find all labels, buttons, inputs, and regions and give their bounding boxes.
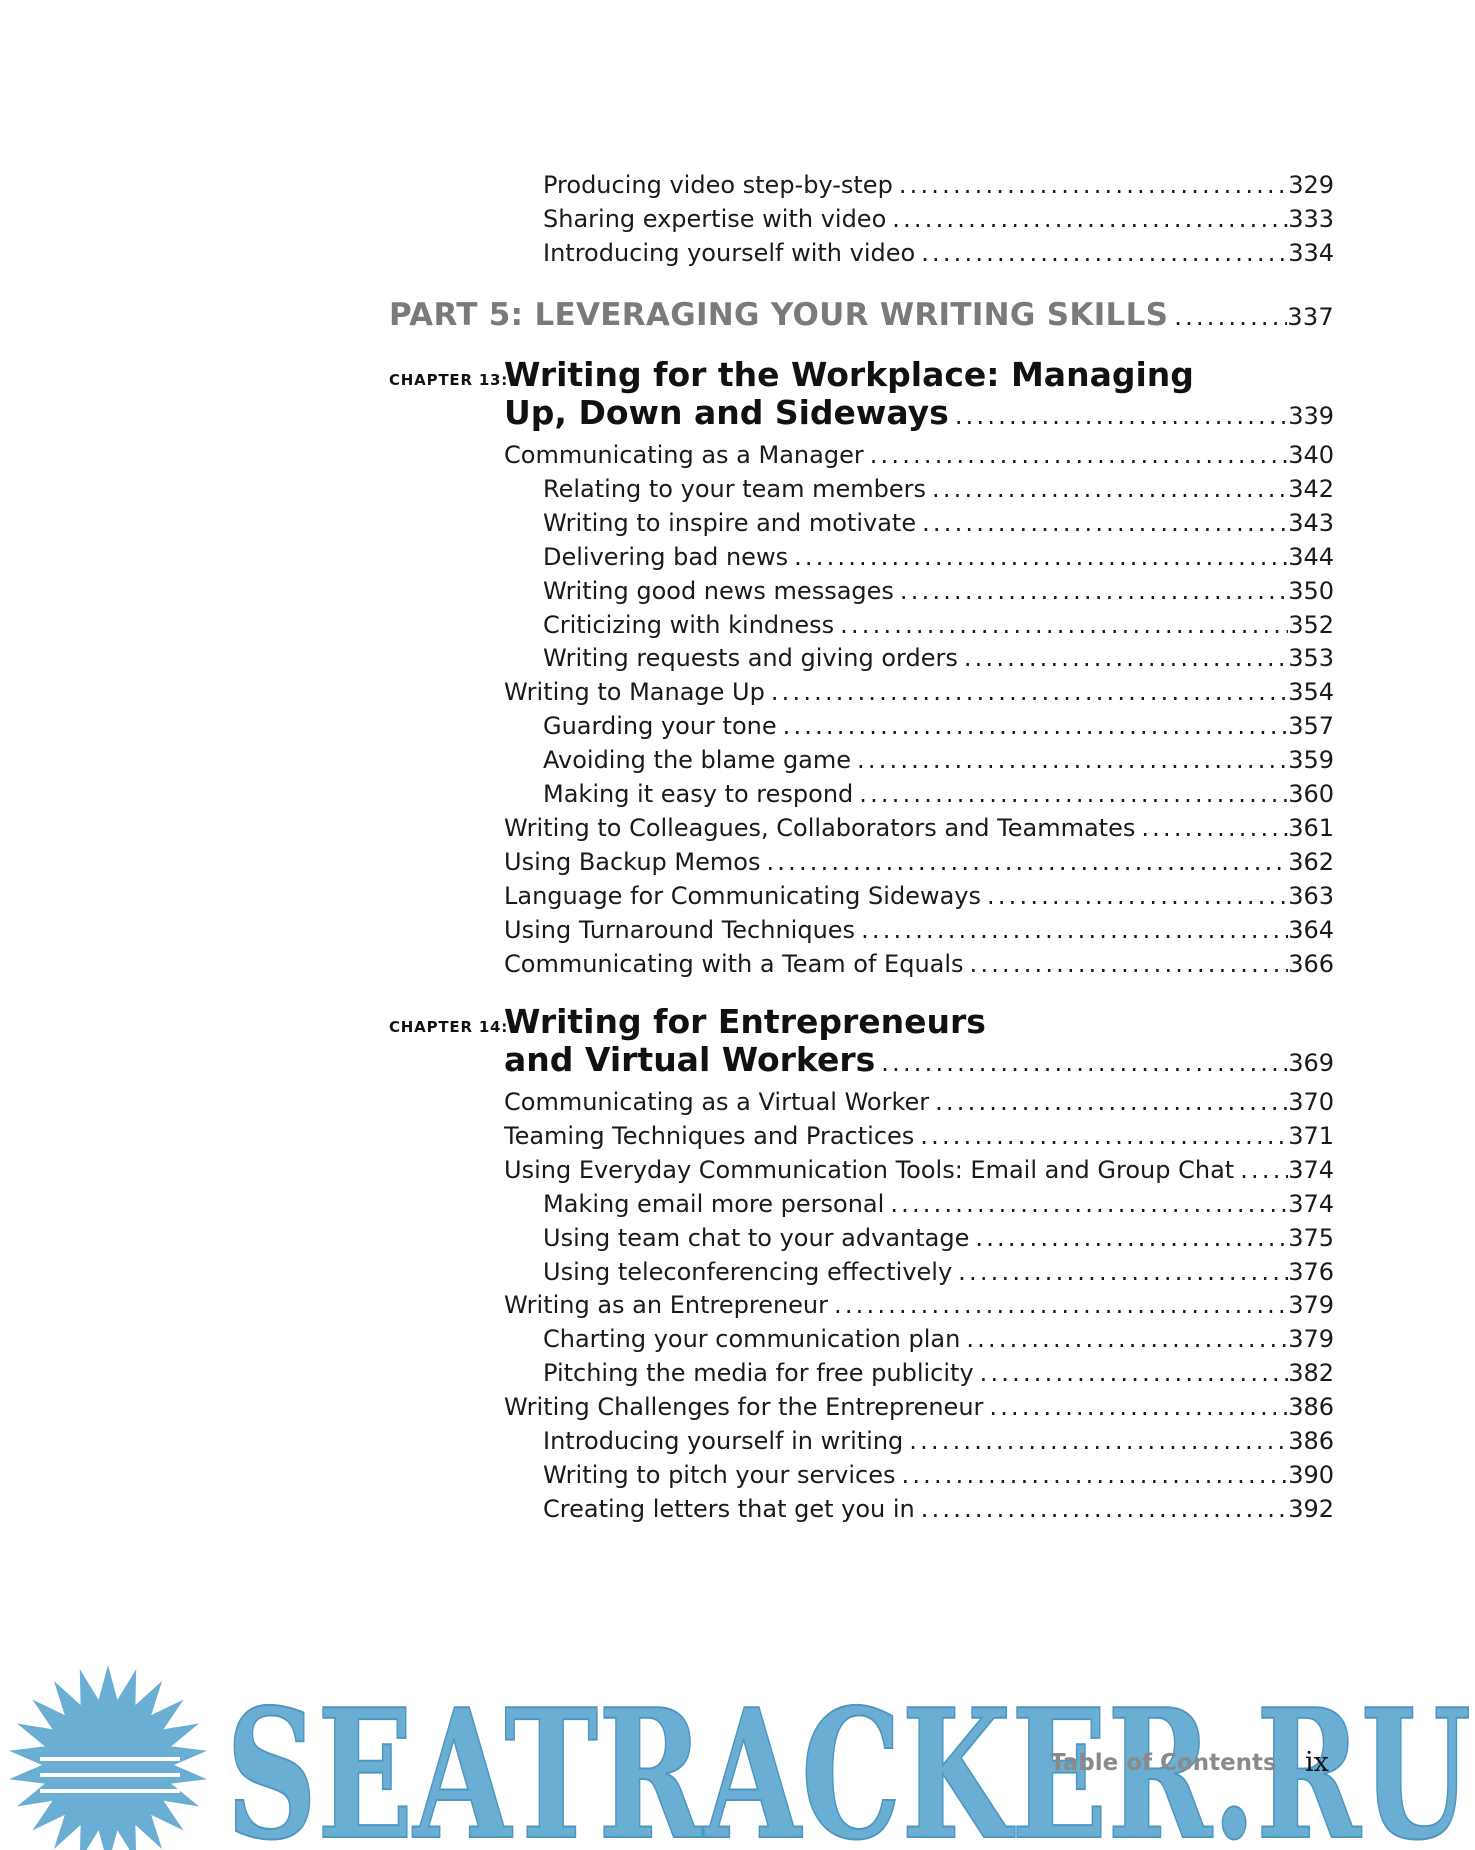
entry-title: Communicating as a Manager [504,441,864,469]
toc-entry[interactable] [543,1358,1334,1388]
entry-page: 374 [1288,1155,1334,1184]
toc-entry[interactable] [543,238,1334,268]
chapter-title-line2: Up, Down and Sideways [504,393,949,432]
entry-title: Writing Challenges for the Entrepreneur [504,1393,984,1422]
toc-entry[interactable] [543,508,1334,538]
entry-title: Using teleconferencing effectively [543,1257,953,1286]
dot-leader [760,847,1288,877]
dot-leader [1135,813,1288,843]
entry-title: Introducing yourself in writing [543,1427,904,1455]
entry-title: Writing to Manage Up [504,678,765,707]
entry-title: Writing to inspire and motivate [543,508,917,537]
entry-page: 340 [1288,441,1334,469]
toc-entry[interactable] [543,1324,1334,1354]
chapter-title-line1[interactable]: Writing for Entrepreneurs [504,1002,986,1041]
dot-leader [916,508,1288,538]
part-page: 337 [1287,303,1334,331]
toc-entry[interactable] [504,813,1334,843]
chapter-label: CHAPTER 13: [389,371,509,389]
entry-page: 363 [1288,881,1334,910]
toc-entry[interactable] [504,1155,1334,1185]
entry-page: 353 [1288,644,1334,673]
toc-entry[interactable] [543,779,1334,809]
entry-page: 357 [1288,712,1334,741]
entry-title: Communicating with a Team of Equals [504,949,964,978]
entry-page: 352 [1288,610,1334,639]
toc-entry[interactable] [504,949,1334,979]
toc-entry[interactable] [543,1426,1334,1456]
footer-section-title: Table of Contents [1050,1750,1277,1776]
chapter-label: CHAPTER 14: [389,1018,509,1036]
entry-page: 342 [1288,474,1334,503]
entry-page: 374 [1288,1189,1334,1218]
sunburst-icon [9,1665,207,1850]
dot-leader [828,1290,1288,1320]
entry-title: Avoiding the blame game [543,746,852,775]
entry-title: Criticizing with kindness [543,610,835,639]
entry-page: 329 [1288,171,1334,199]
entry-title: Guarding your tone [543,712,777,741]
toc-entry[interactable] [504,881,1334,911]
entry-title: Making it easy to respond [543,780,854,808]
entry-page: 386 [1288,1393,1334,1422]
dot-leader [914,1121,1288,1151]
dot-leader [893,170,1288,200]
entry-title: Writing to Colleagues, Collaborators and Teammates [504,813,1136,842]
toc-entry[interactable] [543,542,1334,572]
toc-entry[interactable] [504,440,1334,470]
chapter-title-row[interactable] [504,1040,1334,1083]
dot-leader [875,1043,1288,1083]
chapter-title-row[interactable] [504,393,1334,436]
dot-leader [765,677,1288,707]
entry-title: Pitching the media for free publicity [543,1359,974,1388]
dot-leader [915,238,1288,268]
toc-entry[interactable] [543,1189,1334,1219]
entry-title: Writing to pitch your services [543,1460,896,1489]
part-title: PART 5: LEVERAGING YOUR WRITING SKILLS [389,300,1169,332]
toc-entry[interactable] [543,1223,1334,1253]
dot-leader [853,779,1288,809]
entry-title: Teaming Techniques and Practices [504,1121,915,1150]
dot-leader [855,915,1288,945]
footer-page-number: ix [1305,1747,1329,1778]
part-heading[interactable] [389,300,1334,332]
entry-title: Writing requests and giving orders [543,644,958,673]
entry-page: 386 [1288,1427,1334,1455]
watermark-text: SEATRACKER.RU [226,1670,1471,1850]
dot-leader [949,396,1288,436]
entry-title: Sharing expertise with video [543,205,887,233]
entry-page: 390 [1288,1460,1334,1489]
chapter-title-line1[interactable]: Writing for the Workplace: Managing [504,355,1194,394]
toc-entry[interactable] [504,1121,1334,1151]
entry-page: 376 [1288,1257,1334,1286]
dot-leader [915,1494,1288,1524]
entry-page: 333 [1288,205,1334,233]
entry-page: 362 [1288,847,1334,876]
entry-page: 344 [1288,542,1334,571]
entry-title: Writing good news messages [543,576,894,605]
entry-page: 371 [1288,1121,1334,1150]
dot-leader [969,1223,1288,1253]
dot-leader [777,711,1289,741]
entry-page: 370 [1288,1088,1334,1116]
toc-entry[interactable] [543,643,1334,673]
toc-entry[interactable] [543,474,1334,504]
entry-title: Using team chat to your advantage [543,1223,970,1252]
toc-entry[interactable] [543,745,1334,775]
dot-leader [895,1460,1288,1490]
dot-leader [1234,1155,1288,1185]
entry-title: Using Backup Memos [504,847,761,876]
dot-leader [983,1392,1288,1422]
entry-page: 364 [1288,915,1334,944]
dot-leader [958,643,1288,673]
entry-page: 366 [1288,949,1334,978]
chapter-page: 369 [1288,1049,1334,1077]
dot-leader [981,881,1288,911]
toc-entry[interactable] [543,1257,1334,1287]
entry-page: 382 [1288,1359,1334,1388]
toc-entry[interactable] [543,1494,1334,1524]
entry-page: 359 [1288,746,1334,775]
dot-leader [894,576,1288,606]
dot-leader [952,1257,1288,1287]
chapter-title-line2: and Virtual Workers [504,1040,876,1079]
entry-title: Making email more personal [543,1189,885,1218]
entry-title: Communicating as a Virtual Worker [504,1088,930,1116]
entry-page: 360 [1288,780,1334,808]
toc-entry[interactable] [543,576,1334,606]
dot-leader [851,745,1288,775]
toc-entry[interactable] [543,610,1334,640]
dot-leader [1168,302,1287,332]
entry-page: 379 [1288,1291,1334,1320]
dot-leader [929,1087,1288,1117]
toc-entry[interactable] [504,1392,1334,1422]
entry-title: Creating letters that get you in [543,1494,915,1523]
toc-entry[interactable] [504,847,1334,877]
entry-page: 361 [1288,813,1334,842]
toc-entry[interactable] [504,1290,1334,1320]
toc-entry[interactable] [543,711,1334,741]
dot-leader [884,1189,1288,1219]
toc-entry[interactable] [504,1087,1334,1117]
chapter-page: 339 [1288,402,1334,430]
entry-title: Using Everyday Communication Tools: Email and Group Chat [504,1155,1235,1184]
entry-page: 379 [1288,1325,1334,1354]
entry-page: 343 [1288,508,1334,537]
entry-title: Charting your communication plan [543,1325,961,1354]
entry-page: 350 [1288,576,1334,605]
entry-title: Language for Communicating Sideways [504,881,981,910]
toc-entry[interactable] [543,204,1334,234]
entry-title: Writing as an Entrepreneur [504,1291,829,1320]
dot-leader [960,1324,1288,1354]
toc-entry[interactable] [543,1460,1334,1490]
dot-leader [903,1426,1288,1456]
dot-leader [864,440,1288,470]
entry-page: 375 [1288,1223,1334,1252]
entry-page: 392 [1288,1494,1334,1523]
entry-title: Introducing yourself with video [543,239,916,267]
entry-title: Producing video step-by-step [543,171,893,199]
toc-entry[interactable] [543,170,1334,200]
entry-title: Using Turnaround Techniques [504,915,856,944]
dot-leader [964,949,1289,979]
dot-leader [788,542,1288,572]
entry-page: 354 [1288,678,1334,707]
toc-entry[interactable] [504,915,1334,945]
dot-leader [886,204,1288,234]
dot-leader [834,610,1288,640]
toc-entry[interactable] [504,677,1334,707]
dot-leader [974,1358,1289,1388]
entry-page: 334 [1288,239,1334,267]
dot-leader [926,474,1288,504]
entry-title: Relating to your team members [543,474,926,503]
entry-title: Delivering bad news [543,542,789,571]
